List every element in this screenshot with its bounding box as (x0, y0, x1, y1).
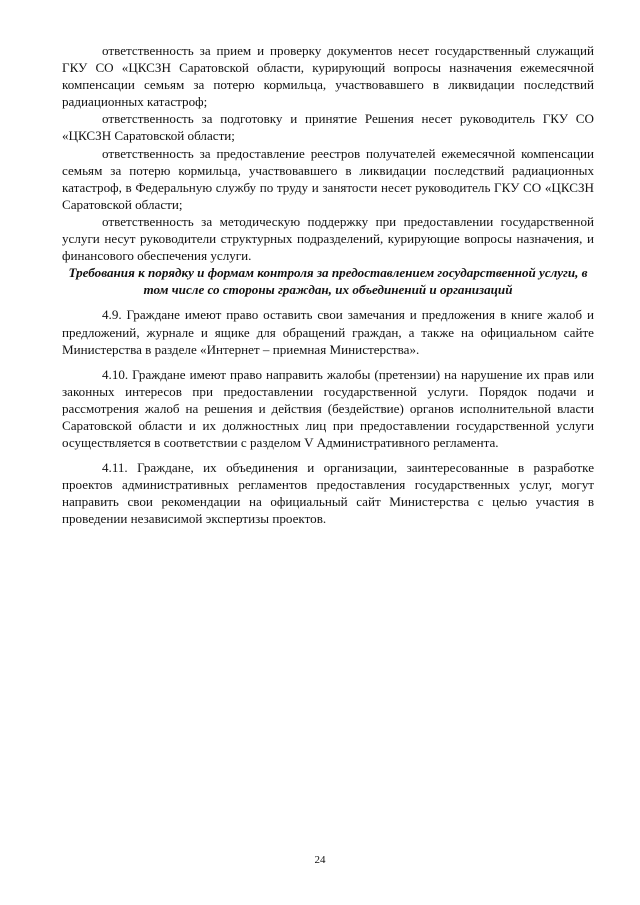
paragraph-4-11: 4.11. Граждане, их объединения и организации, заинтересованные в разработке проектов административных регламентов предоставления государственных услуг, могут направить свои рекомендации на официальный сайт Министерства с целью участия в проведении независимой экспертизы проектов. (62, 460, 594, 527)
paragraph-4-10: 4.10. Граждане имеют право направить жалобы (претензии) на нарушение их прав или законных интересов при предоставлении государственной услуги. Порядок подачи и рассмотрения жалоб на решения и действия (бездействие) органов исполнительной власти Саратовской области и их должностных лиц при предоставлении государственной услуги осуществляется в соответствии с разделом V Административного регламента. (62, 366, 594, 451)
paragraph-responsibility-decision: ответственность за подготовку и принятие Решения несет руководитель ГКУ СО «ЦКСЗН Саратовской области; (62, 111, 594, 144)
page-content (62, 42, 594, 528)
paragraph-responsibility-registers: ответственность за предоставление реестров получателей ежемесячной компенсации семьям за потерю кормильца, участвовавшего в ликвидации последствий радиационных катастроф, в Федеральную службу по труду и занятости несет руководитель ГКУ СО «ЦКСЗН Саратовской области; (62, 145, 594, 212)
section-heading: Требования к порядку и формам контроля за предоставлением государственной услуги, в том числе со стороны граждан, их объединений и организаций (68, 265, 588, 298)
paragraph-responsibility-documents: ответственность за прием и проверку документов несет государственный служащий ГКУ СО «ЦКСЗН Саратовской области, курирующий вопросы назначения ежемесячной компенсации семьям за потерю кормильца, участвовавшего в ликвидации последствий радиационных катастроф; (62, 43, 594, 110)
page-number: 24 (314, 854, 326, 866)
paragraph-4-9: 4.9. Граждане имеют право оставить свои замечания и предложения в книге жалоб и предложений, журнале и ящике для обращений граждан, а также на официальном сайте Министерства в разделе «Интернет – приемная Министерства». (62, 307, 594, 357)
paragraph-responsibility-methodical-support: ответственность за методическую поддержку при предоставлении государственной услуги несут руководители структурных подразделений, курирующие вопросы назначения, и финансового обеспечения услуги. (62, 213, 594, 264)
